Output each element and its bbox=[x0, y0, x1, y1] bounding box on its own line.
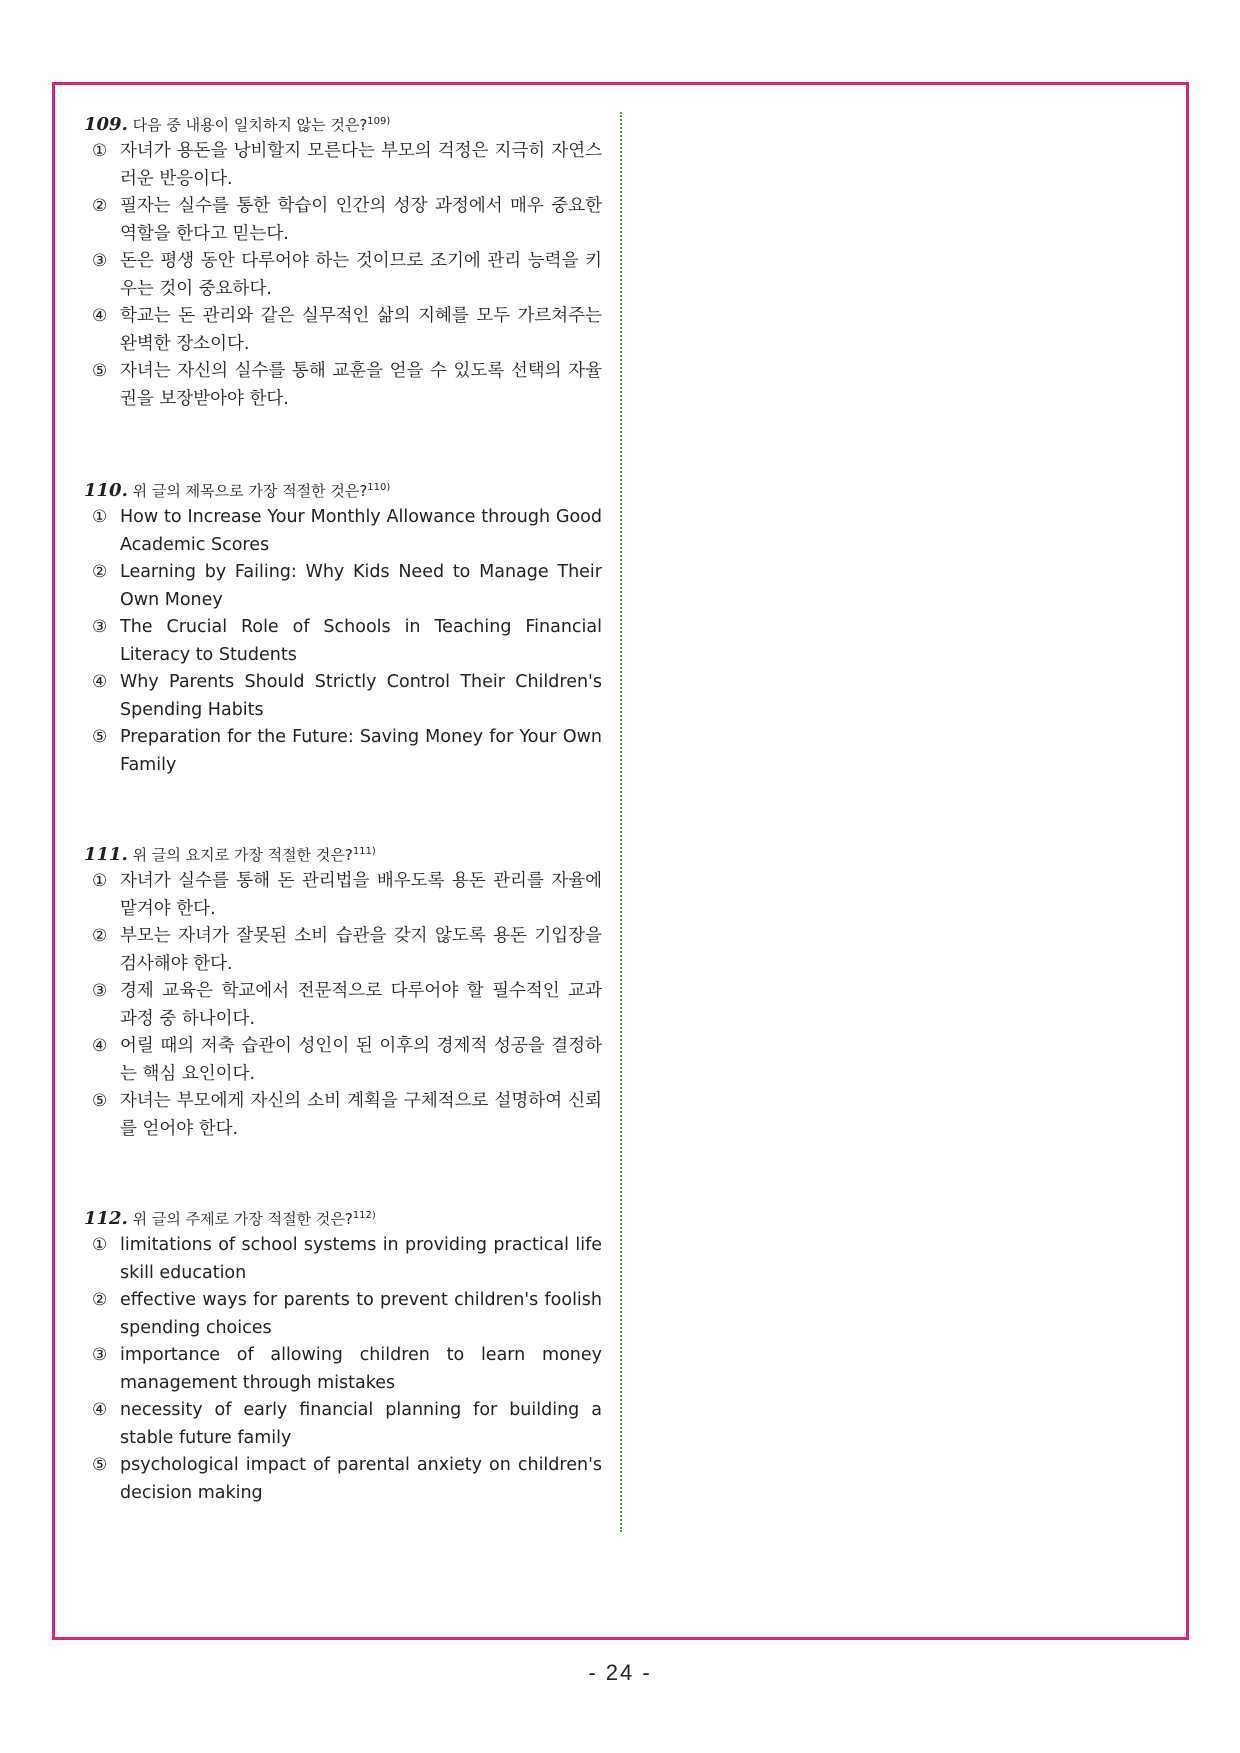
option-marker: ④ bbox=[92, 1400, 108, 1420]
option-item bbox=[84, 724, 604, 779]
option-item bbox=[84, 923, 604, 978]
option-text: 자녀가 용돈을 낭비할지 모른다는 부모의 걱정은 지극히 자연스러운 반응이다. bbox=[120, 141, 602, 189]
option-item bbox=[84, 868, 604, 923]
option-list bbox=[84, 868, 604, 1143]
option-item bbox=[84, 193, 604, 248]
question-prompt: 위 글의 제목으로 가장 적절한 것은? bbox=[132, 482, 368, 500]
question-header bbox=[84, 1208, 604, 1230]
option-text: 학교는 돈 관리와 같은 실무적인 삶의 지혜를 모두 가르쳐주는 완벽한 장소이다. bbox=[120, 306, 602, 354]
option-marker: ① bbox=[92, 141, 108, 161]
option-marker: ⑤ bbox=[92, 1091, 108, 1111]
footnote-ref: 111) bbox=[352, 846, 376, 857]
option-item bbox=[84, 1232, 604, 1287]
option-marker: ③ bbox=[92, 251, 108, 271]
option-marker: ③ bbox=[92, 1345, 108, 1365]
option-marker: ③ bbox=[92, 617, 108, 637]
option-text: Preparation for the Future: Saving Money for Your Own Family bbox=[120, 727, 602, 775]
option-text: Learning by Failing: Why Kids Need to Manage Their Own Money bbox=[120, 562, 602, 610]
option-marker: ① bbox=[92, 507, 108, 527]
option-marker: ③ bbox=[92, 981, 108, 1001]
option-text: Why Parents Should Strictly Control Their Children's Spending Habits bbox=[120, 672, 602, 720]
option-marker: ④ bbox=[92, 306, 108, 326]
question-number: 112. bbox=[84, 1208, 128, 1229]
question-prompt: 위 글의 요지로 가장 적절한 것은? bbox=[132, 846, 353, 864]
question-prompt: 다음 중 내용이 일치하지 않는 것은? bbox=[132, 116, 368, 134]
question-number: 111. bbox=[84, 844, 128, 865]
option-item bbox=[84, 1088, 604, 1143]
option-text: 필자는 실수를 통한 학습이 인간의 성장 과정에서 매우 중요한 역할을 한다고 믿는다. bbox=[120, 196, 602, 244]
option-item bbox=[84, 358, 604, 413]
option-text: importance of allowing children to learn money management through mistakes bbox=[120, 1345, 602, 1393]
option-text: 자녀는 부모에게 자신의 소비 계획을 구체적으로 설명하여 신뢰를 얻어야 한다. bbox=[120, 1091, 602, 1139]
option-marker: ① bbox=[92, 1235, 108, 1255]
option-item bbox=[84, 669, 604, 724]
option-item bbox=[84, 614, 604, 669]
option-marker: ④ bbox=[92, 672, 108, 692]
option-marker: ② bbox=[92, 1290, 108, 1310]
option-marker: ② bbox=[92, 562, 108, 582]
option-text: 자녀가 실수를 통해 돈 관리법을 배우도록 용돈 관리를 자율에 맡겨야 한다. bbox=[120, 871, 602, 919]
option-text: 어릴 때의 저축 습관이 성인이 된 이후의 경제적 성공을 결정하는 핵심 요인이다. bbox=[120, 1036, 602, 1084]
question-110 bbox=[84, 480, 604, 779]
option-item bbox=[84, 138, 604, 193]
option-item bbox=[84, 1287, 604, 1342]
option-item bbox=[84, 248, 604, 303]
option-marker: ⑤ bbox=[92, 361, 108, 381]
option-text: psychological impact of parental anxiety on children's decision making bbox=[120, 1455, 602, 1503]
option-item bbox=[84, 978, 604, 1033]
option-list bbox=[84, 504, 604, 779]
question-number: 109. bbox=[84, 114, 128, 135]
option-marker: ② bbox=[92, 196, 108, 216]
column-divider bbox=[620, 112, 622, 1532]
question-header bbox=[84, 480, 604, 502]
question-prompt: 위 글의 주제로 가장 적절한 것은? bbox=[132, 1210, 353, 1228]
option-marker: ① bbox=[92, 871, 108, 891]
footnote-ref: 110) bbox=[367, 482, 391, 493]
option-item bbox=[84, 504, 604, 559]
option-marker: ⑤ bbox=[92, 1455, 108, 1475]
option-item bbox=[84, 1397, 604, 1452]
option-text: How to Increase Your Monthly Allowance through Good Academic Scores bbox=[120, 507, 602, 555]
footnote-ref: 112) bbox=[352, 1210, 376, 1221]
option-text: necessity of early financial planning for building a stable future family bbox=[120, 1400, 602, 1448]
question-109 bbox=[84, 114, 604, 413]
option-text: 부모는 자녀가 잘못된 소비 습관을 갖지 않도록 용돈 기입장을 검사해야 한다. bbox=[120, 926, 602, 974]
question-header bbox=[84, 114, 604, 136]
option-list bbox=[84, 138, 604, 413]
option-item bbox=[84, 1033, 604, 1088]
option-item bbox=[84, 559, 604, 614]
option-marker: ④ bbox=[92, 1036, 108, 1056]
question-header bbox=[84, 844, 604, 866]
question-112 bbox=[84, 1208, 604, 1507]
question-number: 110. bbox=[84, 480, 128, 501]
option-marker: ⑤ bbox=[92, 727, 108, 747]
option-text: 자녀는 자신의 실수를 통해 교훈을 얻을 수 있도록 선택의 자율권을 보장받아야 한다. bbox=[120, 361, 602, 409]
option-list bbox=[84, 1232, 604, 1507]
option-marker: ② bbox=[92, 926, 108, 946]
option-text: 돈은 평생 동안 다루어야 하는 것이므로 조기에 관리 능력을 키우는 것이 중요하다. bbox=[120, 251, 602, 299]
option-text: 경제 교육은 학교에서 전문적으로 다루어야 할 필수적인 교과 과정 중 하나이다. bbox=[120, 981, 602, 1029]
footnote-ref: 109) bbox=[367, 116, 391, 127]
option-item bbox=[84, 1452, 604, 1507]
option-item bbox=[84, 1342, 604, 1397]
option-text: effective ways for parents to prevent children's foolish spending choices bbox=[120, 1290, 602, 1338]
option-text: limitations of school systems in providing practical life skill education bbox=[120, 1235, 602, 1283]
option-text: The Crucial Role of Schools in Teaching Financial Literacy to Students bbox=[120, 617, 602, 665]
page-number: - 24 - bbox=[588, 1660, 652, 1685]
option-item bbox=[84, 303, 604, 358]
question-111 bbox=[84, 844, 604, 1143]
